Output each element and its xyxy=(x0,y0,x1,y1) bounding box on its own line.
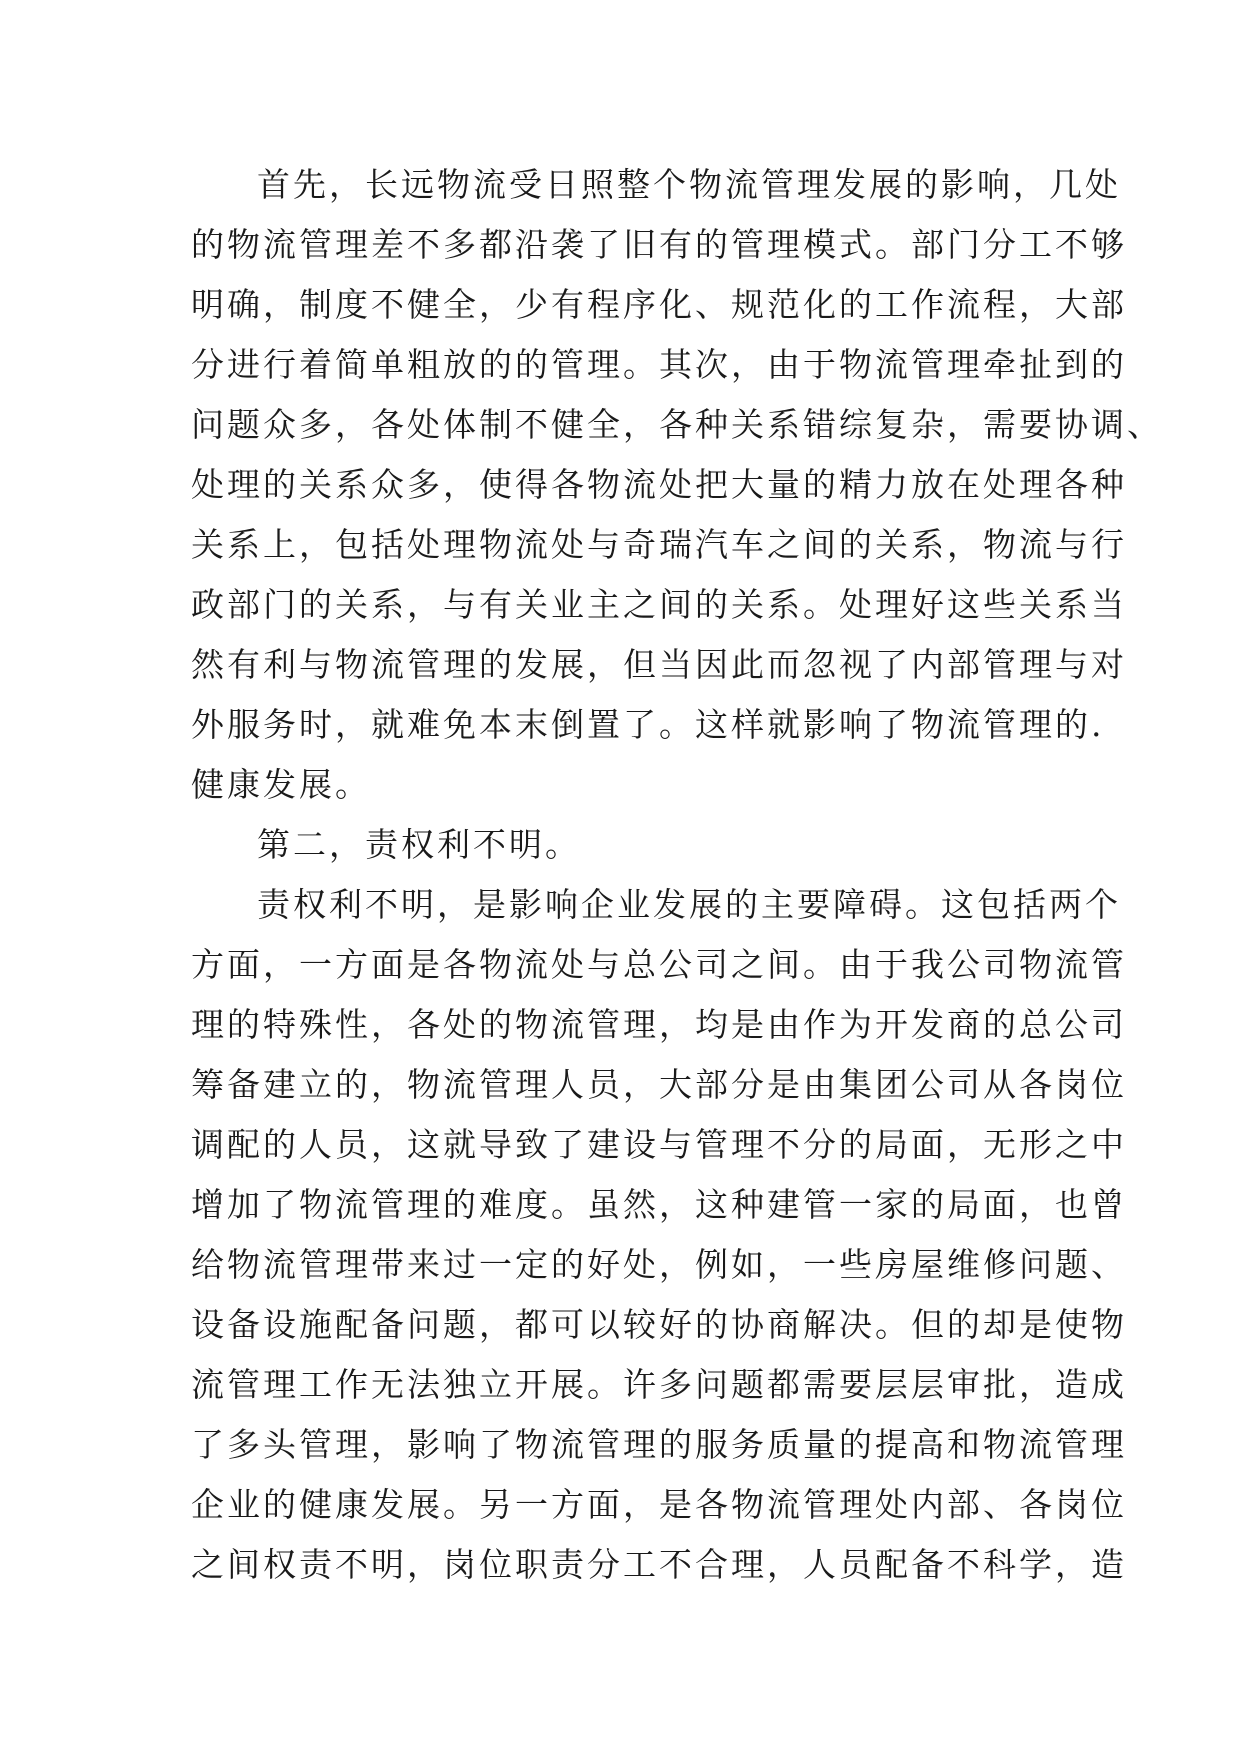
paragraph-line: 处理的关系众多，使得各物流处把大量的精力放在处理各种 xyxy=(191,465,1127,504)
paragraph-line: 问题众多，各处体制不健全，各种关系错综复杂，需要协调、 xyxy=(191,405,1163,444)
paragraph-line: 设备设施配备问题，都可以较好的协商解决。但的却是使物 xyxy=(191,1305,1127,1344)
paragraph-line: 健康发展。 xyxy=(191,765,371,804)
section-heading: 第二，责权利不明。 xyxy=(257,825,581,864)
paragraph-line: 增加了物流管理的难度。虽然，这种建管一家的局面，也曾 xyxy=(191,1185,1127,1224)
paragraph-line: 方面，一方面是各物流处与总公司之间。由于我公司物流管 xyxy=(191,945,1127,984)
paragraph-line: 企业的健康发展。另一方面，是各物流管理处内部、各岗位 xyxy=(191,1485,1127,1524)
paragraph-line: 调配的人员，这就导致了建设与管理不分的局面，无形之中 xyxy=(191,1125,1127,1164)
paragraph-line: 流管理工作无法独立开展。许多问题都需要层层审批，造成 xyxy=(191,1365,1127,1404)
paragraph-line: 首先，长远物流受日照整个物流管理发展的影响，几处 xyxy=(257,165,1121,204)
paragraph-line: 之间权责不明，岗位职责分工不合理，人员配备不科学，造 xyxy=(191,1545,1127,1584)
paragraph-line: 然有利与物流管理的发展，但当因此而忽视了内部管理与对 xyxy=(191,645,1127,684)
paragraph-line: 理的特殊性，各处的物流管理，均是由作为开发商的总公司 xyxy=(191,1005,1127,1044)
paragraph-line: 外服务时，就难免本末倒置了。这样就影响了物流管理的. xyxy=(191,705,1105,744)
paragraph-line: 给物流管理带来过一定的好处，例如，一些房屋维修问题、 xyxy=(191,1245,1127,1284)
paragraph-line: 政部门的关系，与有关业主之间的关系。处理好这些关系当 xyxy=(191,585,1127,624)
document-body xyxy=(191,155,1163,1595)
paragraph-line: 了多头管理，影响了物流管理的服务质量的提高和物流管理 xyxy=(191,1425,1127,1464)
paragraph-line: 责权利不明，是影响企业发展的主要障碍。这包括两个 xyxy=(257,885,1121,924)
paragraph-line: 筹备建立的，物流管理人员，大部分是由集团公司从各岗位 xyxy=(191,1065,1127,1104)
paragraph-line: 明确，制度不健全，少有程序化、规范化的工作流程，大部 xyxy=(191,285,1127,324)
paragraph-line: 关系上，包括处理物流处与奇瑞汽车之间的关系，物流与行 xyxy=(191,525,1127,564)
paragraph-line: 分进行着简单粗放的的管理。其次，由于物流管理牵扯到的 xyxy=(191,345,1127,384)
paragraph-line: 的物流管理差不多都沿袭了旧有的管理模式。部门分工不够 xyxy=(191,225,1127,264)
